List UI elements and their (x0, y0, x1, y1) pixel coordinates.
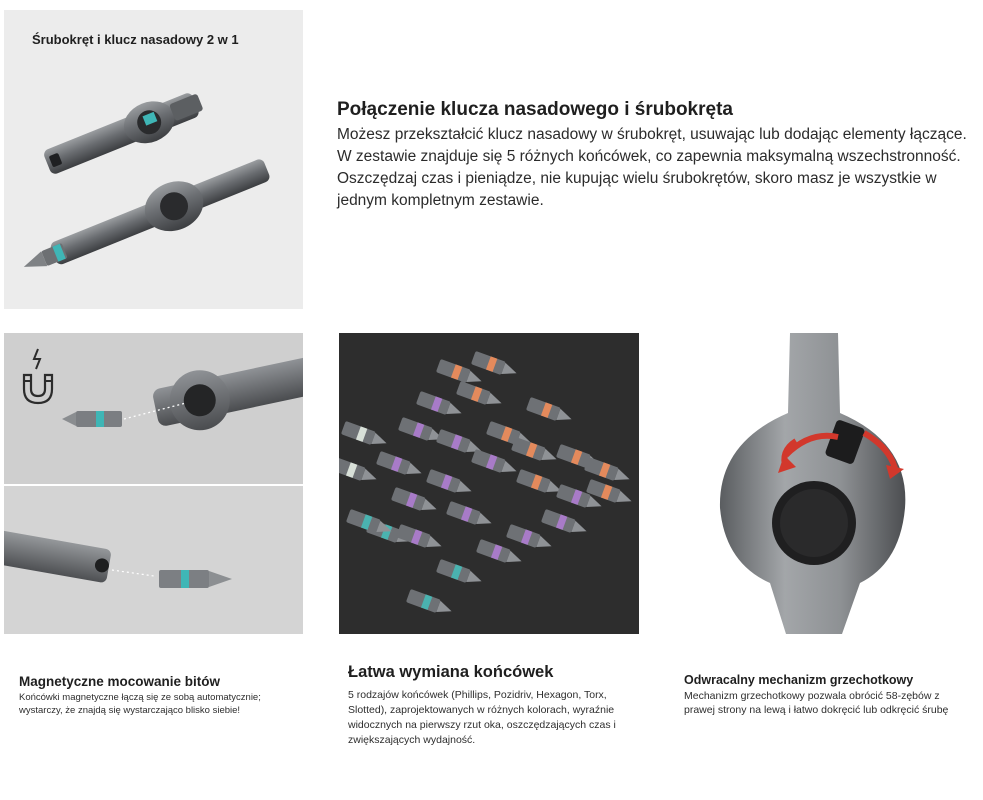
screwdriver-bit (406, 589, 454, 618)
screwdriver-bit (341, 421, 389, 450)
screwdriver-bit (396, 524, 444, 553)
screwdriver-bit (516, 469, 564, 498)
screwdriver-bit (471, 449, 519, 478)
screwdriver-bit (416, 391, 464, 420)
screwdriver-bit (436, 559, 484, 588)
screwdriver-bit (339, 457, 379, 486)
bits-set-image (339, 333, 639, 634)
intro-section (337, 99, 967, 212)
magnetic-image-bottom (4, 486, 303, 634)
feature-ratchet-description: Mechanizm grzechotkowy pozwala obrócić 58-zębów z prawej strony na lewą i łatwo dokręcić lub odkręcić śrubę (684, 690, 949, 716)
screwdriver-bit (456, 381, 504, 410)
feature-bits-title: Łatwa wymiana końcówek (348, 663, 554, 681)
intro-description: Możesz przekształcić klucz nasadowy w śrubokręt, usuwając lub dodając elementy łączące. W zestawie znajduje się 5 różnych końcówek, co zapewnia maksymalną wszechstronność. Oszczędzaj czas i pieniądze, nie kupując wielu śrubokrętów, skoro masz je wszystkie w jednym kompletnym zestawie. (337, 126, 967, 209)
feature-magnetic-title: Magnetyczne mocowanie bitów (19, 674, 221, 689)
screwdriver-bit (446, 501, 494, 530)
magnetic-image-top (4, 333, 303, 484)
screwdriver-wrench-illustration (4, 10, 303, 309)
feature-magnetic (19, 674, 289, 717)
screwdriver-bit (526, 397, 574, 426)
screwdriver-bit (506, 524, 554, 553)
screwdriver-bit (391, 487, 439, 516)
feature-magnetic-description: Końcówki magnetyczne łączą się ze sobą automatycznie; wystarczy, że znajdą się wystarczająco blisko siebie! (19, 692, 261, 716)
hero-product-image (4, 10, 303, 309)
intro-title: Połączenie klucza nasadowego i śrubokręta (337, 99, 733, 120)
screwdriver-bit (476, 539, 524, 568)
screwdriver-bit (426, 469, 474, 498)
hero-label: Śrubokręt i klucz nasadowy 2 w 1 (32, 32, 239, 47)
screwdriver-bit (471, 351, 519, 380)
ratchet-image (660, 333, 960, 634)
feature-bits-description: 5 rodzajów końcówek (Phillips, Pozidriv, Hexagon, Torx, Slotted), zaprojektowanych w różnych kolorach, wyraźnie widocznych na pierwszy rzut oka, oszczędzających czas i zwiększających wydajność. (348, 689, 616, 746)
feature-bits (348, 663, 648, 748)
screwdriver-bit (541, 509, 589, 538)
magnet-icon (24, 349, 52, 403)
feature-ratchet (684, 673, 954, 717)
screwdriver-bit (511, 437, 559, 466)
screwdriver-bit (376, 451, 424, 480)
feature-ratchet-title: Odwracalny mechanizm grzechotkowy (684, 673, 914, 687)
